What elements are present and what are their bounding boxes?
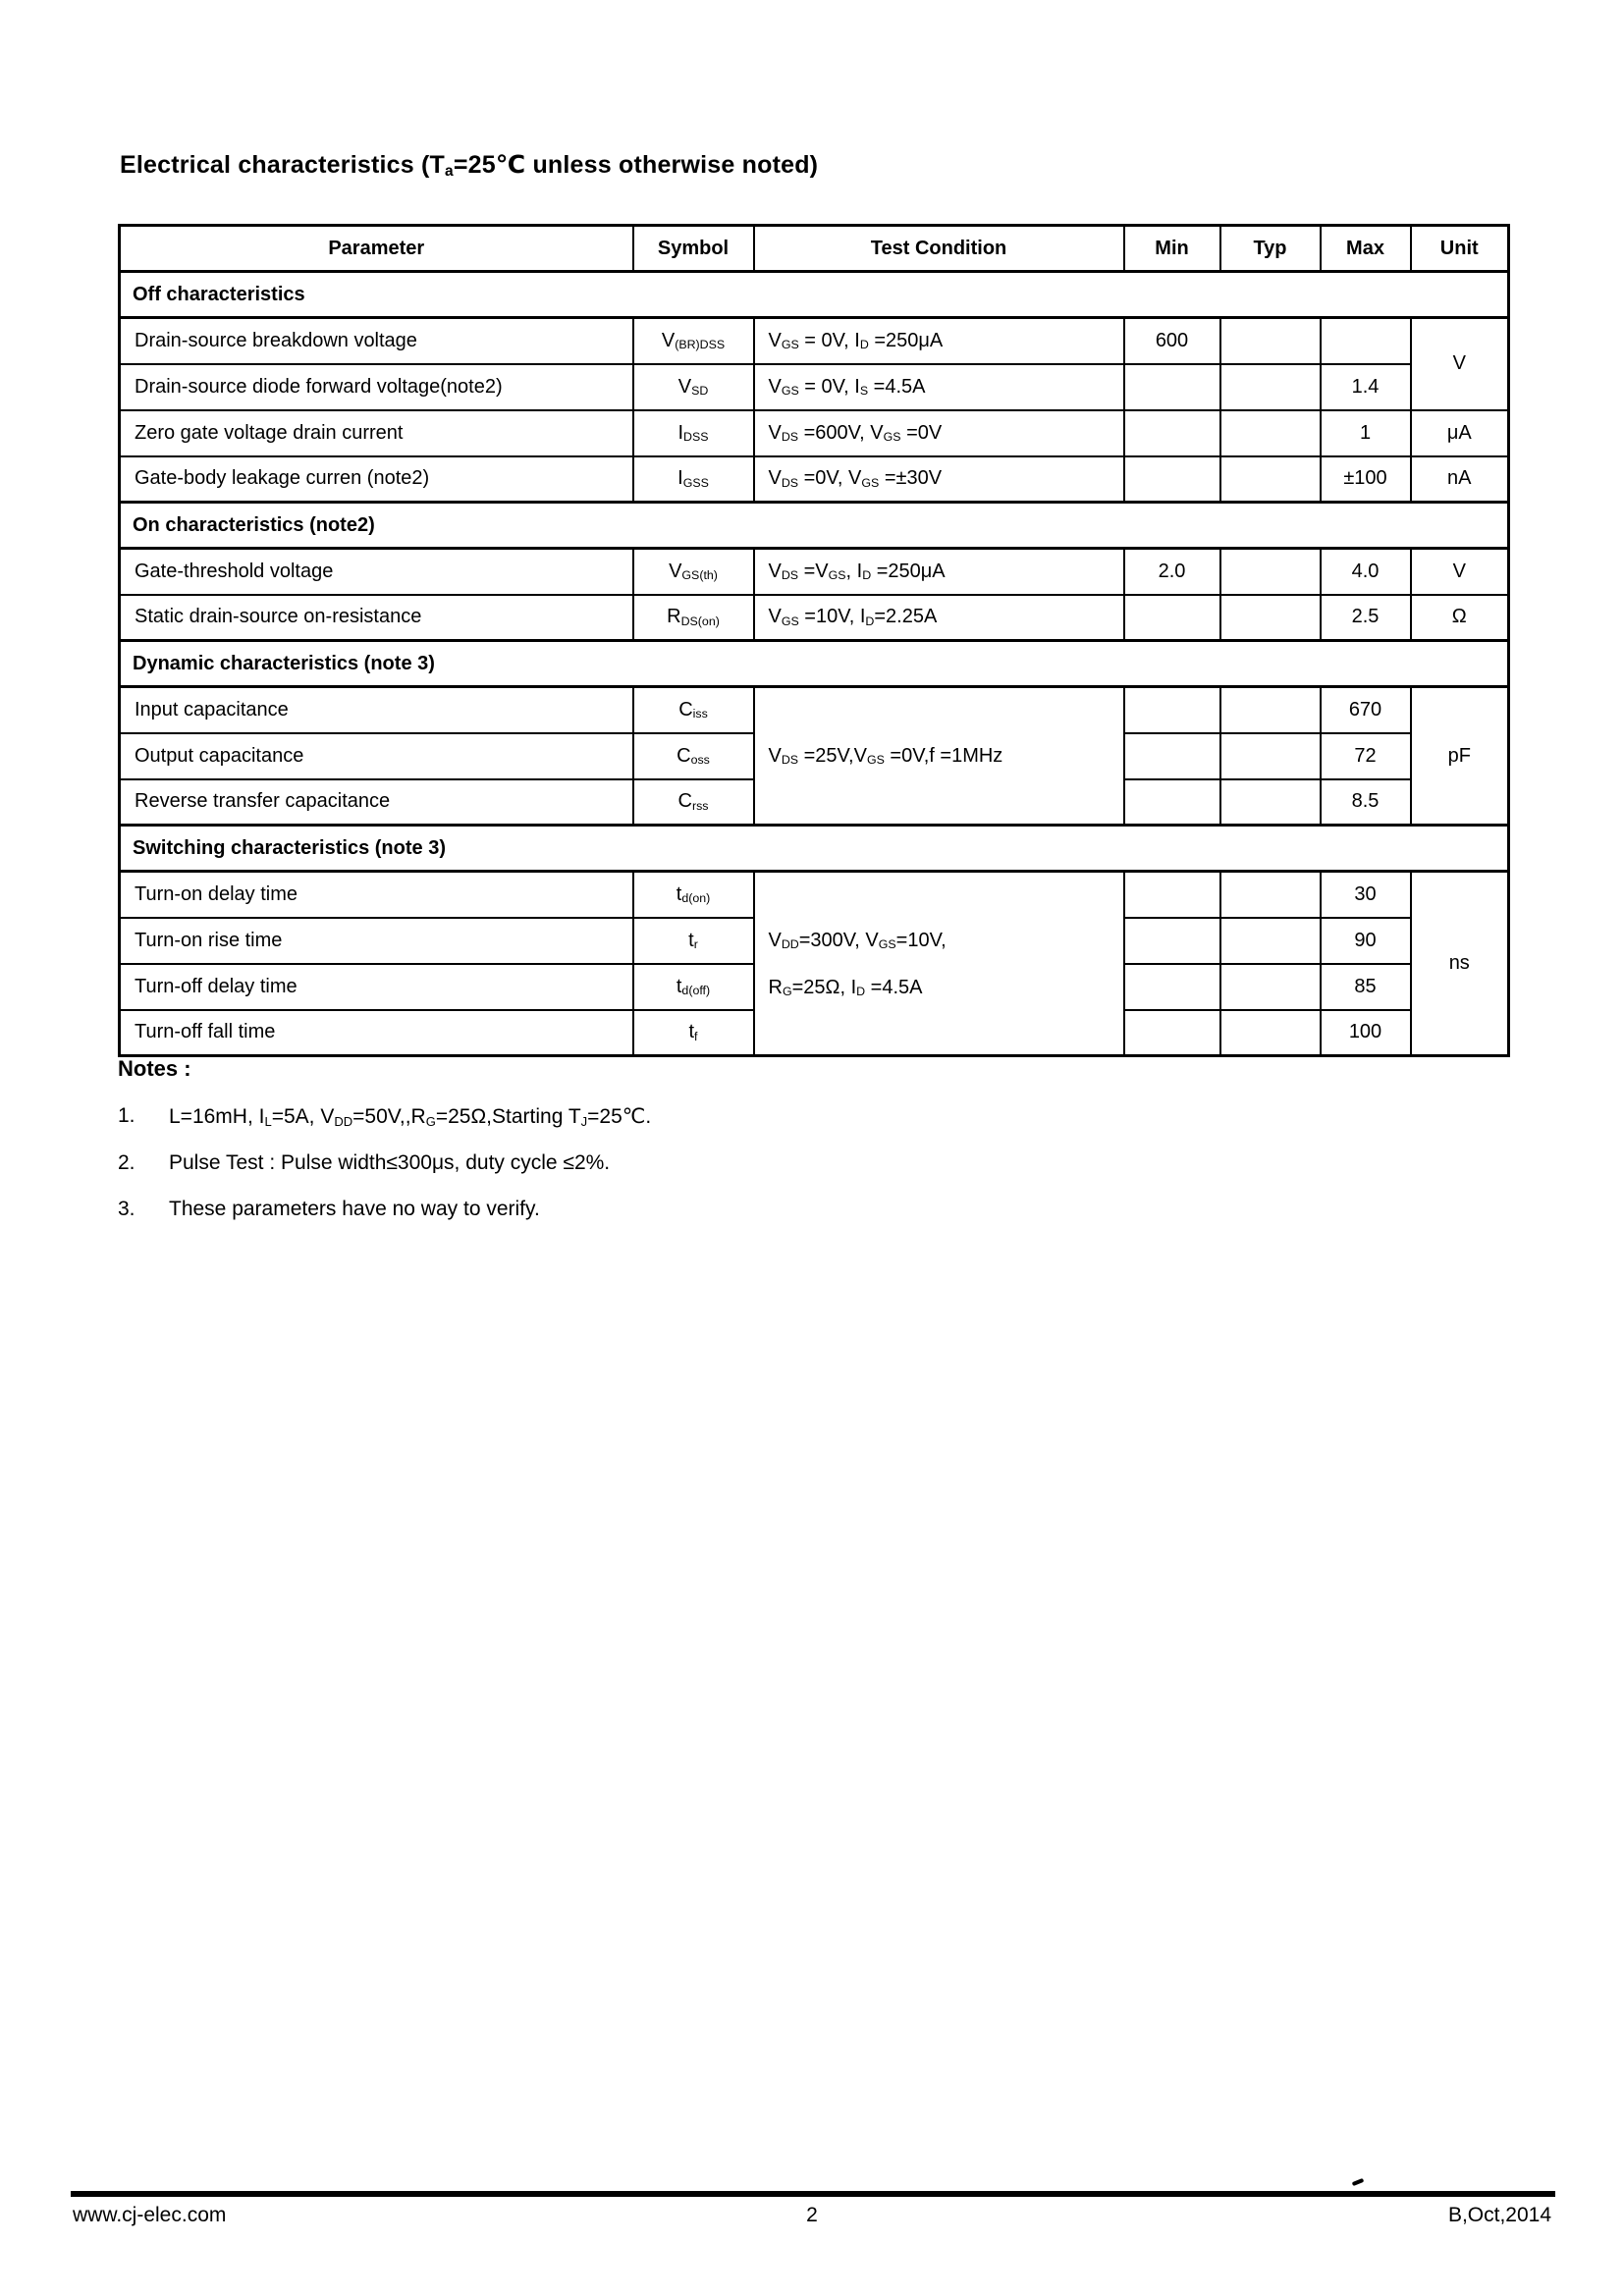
typ-cell — [1220, 733, 1321, 779]
unit-cell: pF — [1411, 687, 1509, 826]
min-cell — [1124, 687, 1220, 733]
note-number: 3. — [118, 1198, 135, 1220]
symbol-cell: $V_{SD}$ — [633, 364, 754, 410]
col-header-unit: Unit — [1411, 226, 1509, 272]
typ-cell — [1220, 318, 1321, 364]
max-cell: 30 — [1321, 872, 1411, 918]
param-cell: Zero gate voltage drain current — [120, 410, 633, 456]
section-label: Switching characteristics (note 3) — [120, 826, 1509, 872]
condition-cell: $V_{DS} =25V,V_{GS} =0V,f =1MHz$ — [754, 687, 1124, 826]
typ-cell — [1220, 872, 1321, 918]
note-text: L=16mH, $I_L=5A$, $V_{DD}=50V,,R_G=25\Omega,Starting$ $T_J=25℃$. — [169, 1105, 652, 1129]
typ-cell — [1220, 1010, 1321, 1056]
stray-print-mark — [1352, 2178, 1365, 2186]
symbol-cell: $I_{DSS}$ — [633, 410, 754, 456]
condition-cell: $V_{DS} =0V$, $V_{GS} =\pm 30V$ — [754, 456, 1124, 503]
param-cell: Drain-source breakdown voltage — [120, 318, 633, 364]
max-cell: 100 — [1321, 1010, 1411, 1056]
symbol-cell: $t_f$ — [633, 1010, 754, 1056]
condition-line-2: $R_G=25\Omega$, $I_D =4.5A$ — [768, 976, 923, 999]
symbol-cell: $V_{GS(th)}$ — [633, 549, 754, 595]
symbol-cell: $t_r$ — [633, 918, 754, 964]
param-cell: Turn-off delay time — [120, 964, 633, 1010]
min-cell — [1124, 1010, 1220, 1056]
footer-page-number: 2 — [806, 2204, 818, 2226]
typ-cell — [1220, 918, 1321, 964]
note-text: These parameters have no way to verify. — [169, 1198, 540, 1220]
param-cell: Turn-on delay time — [120, 872, 633, 918]
unit-cell: ns — [1411, 872, 1509, 1056]
max-cell: 1 — [1321, 410, 1411, 456]
condition-cell: $V_{GS} =10V$, $I_D=2.25A$ — [754, 595, 1124, 641]
table-row — [120, 456, 1509, 503]
symbol-cell: $C_{iss}$ — [633, 687, 754, 733]
table-header-row — [120, 226, 1509, 272]
min-cell — [1124, 872, 1220, 918]
min-cell — [1124, 733, 1220, 779]
condition-cell: $V_{GS} = 0V$, $I_S =4.5A$ — [754, 364, 1124, 410]
col-header-parameter: Parameter — [120, 226, 633, 272]
param-cell: Static drain-source on-resistance — [120, 595, 633, 641]
table-row — [120, 595, 1509, 641]
condition-line-1: $V_{DD}=300V$, $V_{GS}=10V$, — [768, 929, 947, 952]
min-cell: 600 — [1124, 318, 1220, 364]
table-row — [120, 549, 1509, 595]
table-row — [120, 318, 1509, 364]
condition-cell: $V_{DS} =V_{GS}$, $I_D =250\mu A$ — [754, 549, 1124, 595]
table-row — [120, 872, 1509, 918]
min-cell — [1124, 918, 1220, 964]
param-cell: Output capacitance — [120, 733, 633, 779]
note-item — [118, 1198, 1198, 1221]
param-cell: Turn-off fall time — [120, 1010, 633, 1056]
param-cell: Gate-body leakage curren (note2) — [120, 456, 633, 503]
symbol-cell: $t_{d(off)}$ — [633, 964, 754, 1010]
footer-rule — [71, 2191, 1555, 2197]
section-off-characteristics — [120, 272, 1509, 318]
typ-cell — [1220, 687, 1321, 733]
table-row — [120, 687, 1509, 733]
table-row — [120, 410, 1509, 456]
symbol-cell: $V_{(BR)DSS}$ — [633, 318, 754, 364]
symbol-cell: $I_{GSS}$ — [633, 456, 754, 503]
unit-cell: V — [1411, 318, 1509, 410]
footer-website: www.cj-elec.com — [73, 2204, 227, 2226]
max-cell: 670 — [1321, 687, 1411, 733]
max-cell — [1321, 318, 1411, 364]
unit-cell: V — [1411, 549, 1509, 595]
min-cell — [1124, 595, 1220, 641]
max-cell: 2.5 — [1321, 595, 1411, 641]
max-cell: 72 — [1321, 733, 1411, 779]
max-cell: 90 — [1321, 918, 1411, 964]
section-label: Dynamic characteristics (note 3) — [120, 641, 1509, 687]
min-cell — [1124, 964, 1220, 1010]
min-cell: 2.0 — [1124, 549, 1220, 595]
col-header-min: Min — [1124, 226, 1220, 272]
section-switching-characteristics — [120, 826, 1509, 872]
typ-cell — [1220, 364, 1321, 410]
max-cell: 1.4 — [1321, 364, 1411, 410]
table-row — [120, 364, 1509, 410]
section-dynamic-characteristics — [120, 641, 1509, 687]
typ-cell — [1220, 595, 1321, 641]
min-cell — [1124, 410, 1220, 456]
param-cell: Gate-threshold voltage — [120, 549, 633, 595]
param-cell: Reverse transfer capacitance — [120, 779, 633, 826]
condition-cell: $V_{DS} =600V$, $V_{GS} =0V$ — [754, 410, 1124, 456]
unit-cell: Ω — [1411, 595, 1509, 641]
symbol-cell: $C_{rss}$ — [633, 779, 754, 826]
param-cell: Turn-on rise time — [120, 918, 633, 964]
unit-cell: nA — [1411, 456, 1509, 503]
notes-section — [118, 1056, 1198, 1221]
condition-cell — [754, 872, 1124, 1056]
note-item — [118, 1151, 1198, 1175]
typ-cell — [1220, 779, 1321, 826]
note-item — [118, 1104, 1198, 1129]
footer-revision: B,Oct,2014 — [1447, 2204, 1551, 2226]
unit-cell: μA — [1411, 410, 1509, 456]
typ-cell — [1220, 410, 1321, 456]
symbol-cell: $C_{oss}$ — [633, 733, 754, 779]
max-cell: ±100 — [1321, 456, 1411, 503]
typ-cell — [1220, 964, 1321, 1010]
condition-cell: $V_{GS} = 0V$, $I_D =250\mu A$ — [754, 318, 1124, 364]
col-header-max: Max — [1321, 226, 1411, 272]
min-cell — [1124, 456, 1220, 503]
max-cell: 4.0 — [1321, 549, 1411, 595]
col-header-test-condition: Test Condition — [754, 226, 1124, 272]
symbol-cell: $R_{DS(on)}$ — [633, 595, 754, 641]
section-label: Off characteristics — [120, 272, 1509, 318]
section-on-characteristics — [120, 503, 1509, 549]
section-label: On characteristics (note2) — [120, 503, 1509, 549]
note-number: 2. — [118, 1151, 135, 1174]
max-cell: 8.5 — [1321, 779, 1411, 826]
note-number: 1. — [118, 1104, 135, 1127]
typ-cell — [1220, 456, 1321, 503]
min-cell — [1124, 779, 1220, 826]
typ-cell — [1220, 549, 1321, 595]
note-text: Pulse Test : Pulse width≤300μs, duty cycle ≤2%. — [169, 1151, 611, 1174]
min-cell — [1124, 364, 1220, 410]
notes-heading: Notes : — [118, 1056, 191, 1081]
col-header-typ: Typ — [1220, 226, 1321, 272]
param-cell: Drain-source diode forward voltage(note2) — [120, 364, 633, 410]
param-cell: Input capacitance — [120, 687, 633, 733]
page-title: Electrical characteristics ($T_a=25℃$ unless otherwise noted) — [120, 151, 819, 181]
symbol-cell: $t_{d(on)}$ — [633, 872, 754, 918]
col-header-symbol: Symbol — [633, 226, 754, 272]
electrical-characteristics-table — [118, 224, 1510, 1057]
max-cell: 85 — [1321, 964, 1411, 1010]
